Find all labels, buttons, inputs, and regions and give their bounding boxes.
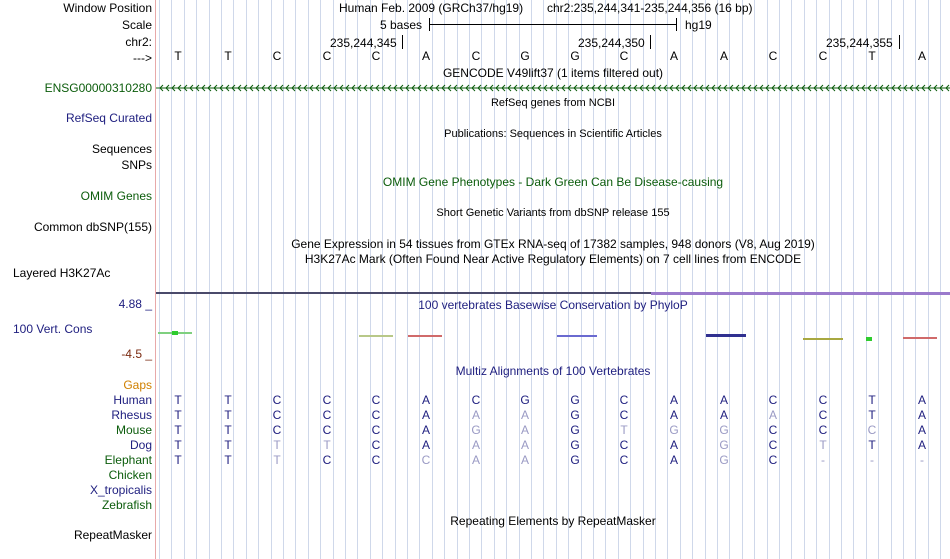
dna-base: C xyxy=(272,49,282,63)
tick-mark xyxy=(402,35,403,49)
aligned-base: T xyxy=(868,408,876,422)
aligned-base: G xyxy=(570,438,580,452)
aligned-base: A xyxy=(520,438,529,452)
aligned-base: G xyxy=(471,423,481,437)
aligned-base: C xyxy=(371,393,381,407)
species-label: X_tropicalis xyxy=(89,483,152,497)
gencode-track-title: GENCODE V49lift37 (1 items filtered out) xyxy=(442,66,664,80)
species-label: Dog xyxy=(129,438,152,452)
species-label: Chicken xyxy=(108,468,152,482)
aligned-base: T xyxy=(224,438,232,452)
dbsnp-track-label[interactable]: Common dbSNP(155) xyxy=(33,220,152,234)
aligned-base: C xyxy=(619,438,629,452)
cons-bar xyxy=(903,337,937,339)
h3k27ac-track-label[interactable]: Layered H3K27Ac xyxy=(13,266,111,280)
omim-track-title: OMIM Gene Phenotypes - Dark Green Can Be Disease-causing xyxy=(382,175,724,189)
tick-label: 235,244,350 xyxy=(578,36,645,50)
aligned-base: C xyxy=(619,453,629,467)
aligned-base: C xyxy=(818,408,828,422)
aligned-base: G xyxy=(570,393,580,407)
tick-label: 235,244,355 xyxy=(826,36,893,50)
aligned-base: T xyxy=(323,438,331,452)
cons-bar xyxy=(172,331,178,335)
aligned-base: C xyxy=(768,438,778,452)
aligned-base: C xyxy=(272,393,282,407)
strand-label: ---> xyxy=(133,51,152,65)
aligned-base: C xyxy=(818,423,828,437)
dna-base: A xyxy=(421,49,430,63)
dna-base: C xyxy=(471,49,481,63)
species-label: Zebrafish xyxy=(101,498,152,512)
assembly-title: Human Feb. 2009 (GRCh37/hg19) xyxy=(339,1,524,15)
window-position-label: Window Position xyxy=(63,1,152,15)
aligned-base: A xyxy=(520,423,529,437)
scale-label: Scale xyxy=(121,18,152,32)
phylop-track-title: 100 vertebrates Basewise Conservation by PhyloP xyxy=(418,298,688,312)
aligned-base: G xyxy=(719,438,729,452)
aligned-base: C xyxy=(322,453,332,467)
track-labels-panel xyxy=(0,0,155,559)
aligned-base: A xyxy=(917,423,926,437)
omim-track-label[interactable]: OMIM Genes xyxy=(80,189,152,203)
aligned-base: C xyxy=(322,423,332,437)
gtex-track-title: Gene Expression in 54 tissues from GTEx RNA-seq of 17382 samples, 948 donors (V8, Aug 2019) xyxy=(291,237,815,251)
aligned-base: G xyxy=(570,408,580,422)
aligned-base: A xyxy=(520,453,529,467)
aligned-base: T xyxy=(620,423,628,437)
scale-bar xyxy=(429,24,677,25)
dna-base: C xyxy=(371,49,381,63)
gene-model[interactable] xyxy=(156,81,950,95)
dna-base: C xyxy=(818,49,828,63)
aligned-base: T xyxy=(174,423,182,437)
sequences-track-label[interactable]: Sequences xyxy=(91,142,152,156)
aligned-base: T xyxy=(819,438,827,452)
dna-base: G xyxy=(570,49,580,63)
cons-bar xyxy=(803,338,843,340)
cons-max-label: 4.88 _ xyxy=(118,297,152,311)
aligned-base: A xyxy=(669,408,678,422)
aligned-base: A xyxy=(917,393,926,407)
aligned-base: C xyxy=(322,393,332,407)
species-label: Rhesus xyxy=(111,408,152,422)
aligned-base: T xyxy=(273,438,281,452)
aligned-base: G xyxy=(719,423,729,437)
aligned-base: T xyxy=(868,438,876,452)
tick-mark xyxy=(650,35,651,49)
dna-base: T xyxy=(224,49,232,63)
repeatmasker-track-label[interactable]: RepeatMasker xyxy=(73,528,152,542)
cons-bar xyxy=(408,335,442,337)
species-label: Human xyxy=(113,393,152,407)
aligned-base: A xyxy=(669,453,678,467)
scale-text: 5 bases xyxy=(380,18,423,32)
aligned-base: C xyxy=(619,408,629,422)
aligned-base: T xyxy=(174,438,182,452)
aligned-base: T xyxy=(174,408,182,422)
aligned-base: C xyxy=(322,408,332,422)
db-label: hg19 xyxy=(685,18,712,32)
refseq-track-label[interactable]: RefSeq Curated xyxy=(65,111,152,125)
aligned-base: A xyxy=(421,393,430,407)
aligned-base: - xyxy=(870,453,874,467)
snps-track-label[interactable]: SNPs xyxy=(121,158,152,172)
aligned-base: A xyxy=(669,393,678,407)
aligned-base: A xyxy=(768,408,777,422)
aligned-base: T xyxy=(273,453,281,467)
aligned-base: C xyxy=(272,408,282,422)
aligned-base: T xyxy=(224,423,232,437)
aligned-base: C xyxy=(371,438,381,452)
dna-base: T xyxy=(174,49,182,63)
aligned-base: A xyxy=(520,408,529,422)
tick-label: 235,244,345 xyxy=(330,36,397,50)
aligned-base: A xyxy=(719,393,728,407)
multiz-track-title: Multiz Alignments of 100 Vertebrates xyxy=(455,364,651,378)
aligned-base: G xyxy=(570,423,580,437)
aligned-base: A xyxy=(669,438,678,452)
aligned-base: T xyxy=(174,393,182,407)
aligned-base: A xyxy=(471,438,480,452)
refseq-track-title: RefSeq genes from NCBI xyxy=(490,97,616,109)
h3k27ac-signal-peak xyxy=(651,292,950,295)
position-title: chr2:235,244,341-235,244,356 (16 bp) xyxy=(547,1,753,15)
dna-base: A xyxy=(917,49,926,63)
species-label: Elephant xyxy=(104,453,152,467)
aligned-base: C xyxy=(768,423,778,437)
aligned-base: T xyxy=(224,408,232,422)
aligned-base: C xyxy=(471,393,481,407)
aligned-base: C xyxy=(768,393,778,407)
h3k27ac-track-title: H3K27Ac Mark (Often Found Near Active Regulatory Elements) on 7 cell lines from ENCODE xyxy=(304,252,802,266)
aligned-base: C xyxy=(371,408,381,422)
aligned-base: T xyxy=(224,453,232,467)
dna-base: T xyxy=(868,49,876,63)
cons-track-label[interactable]: 100 Vert. Cons xyxy=(13,322,93,336)
publications-track-title: Publications: Sequences in Scientific Articles xyxy=(444,128,662,140)
species-label: Mouse xyxy=(115,423,152,437)
dna-base: C xyxy=(619,49,629,63)
aligned-base: A xyxy=(917,408,926,422)
aligned-base: G xyxy=(570,453,580,467)
aligned-base: A xyxy=(421,438,430,452)
aligned-base: - xyxy=(920,453,924,467)
cons-min-label: -4.5 _ xyxy=(121,347,152,361)
aligned-base: A xyxy=(471,408,480,422)
aligned-base: A xyxy=(471,453,480,467)
dbsnp-track-title: Short Genetic Variants from dbSNP release 155 xyxy=(436,207,670,219)
aligned-base: A xyxy=(421,408,430,422)
cons-bar xyxy=(359,335,393,337)
aligned-base: C xyxy=(371,423,381,437)
dna-base: G xyxy=(520,49,530,63)
aligned-base: G xyxy=(719,453,729,467)
aligned-base: C xyxy=(867,423,877,437)
cons-bar xyxy=(557,335,597,337)
cons-bar xyxy=(706,334,746,337)
aligned-base: C xyxy=(272,423,282,437)
aligned-base: C xyxy=(421,453,431,467)
aligned-base: A xyxy=(421,423,430,437)
cons-bar xyxy=(866,337,872,341)
tick-mark xyxy=(899,35,900,49)
aligned-base: C xyxy=(619,393,629,407)
browser-image-panel[interactable] xyxy=(156,0,950,559)
scale-bar-left-cap xyxy=(429,18,430,31)
aligned-base: A xyxy=(719,408,728,422)
repeatmasker-track-title: Repeating Elements by RepeatMasker xyxy=(450,514,656,528)
scale-bar-right-cap xyxy=(676,18,677,31)
dna-base: A xyxy=(669,49,678,63)
dna-base: A xyxy=(719,49,728,63)
gencode-track-label[interactable]: ENSG00000310280 xyxy=(44,81,152,95)
aligned-base: A xyxy=(917,438,926,452)
aligned-base: T xyxy=(174,453,182,467)
dna-base: C xyxy=(768,49,778,63)
aligned-base: - xyxy=(821,453,825,467)
aligned-base: T xyxy=(224,393,232,407)
dna-base: C xyxy=(322,49,332,63)
gaps-label: Gaps xyxy=(123,378,152,392)
aligned-base: C xyxy=(768,453,778,467)
chrom-label: chr2: xyxy=(125,35,152,49)
aligned-base: C xyxy=(371,453,381,467)
aligned-base: C xyxy=(818,393,828,407)
aligned-base: G xyxy=(669,423,679,437)
aligned-base: T xyxy=(868,393,876,407)
aligned-base: G xyxy=(520,393,530,407)
